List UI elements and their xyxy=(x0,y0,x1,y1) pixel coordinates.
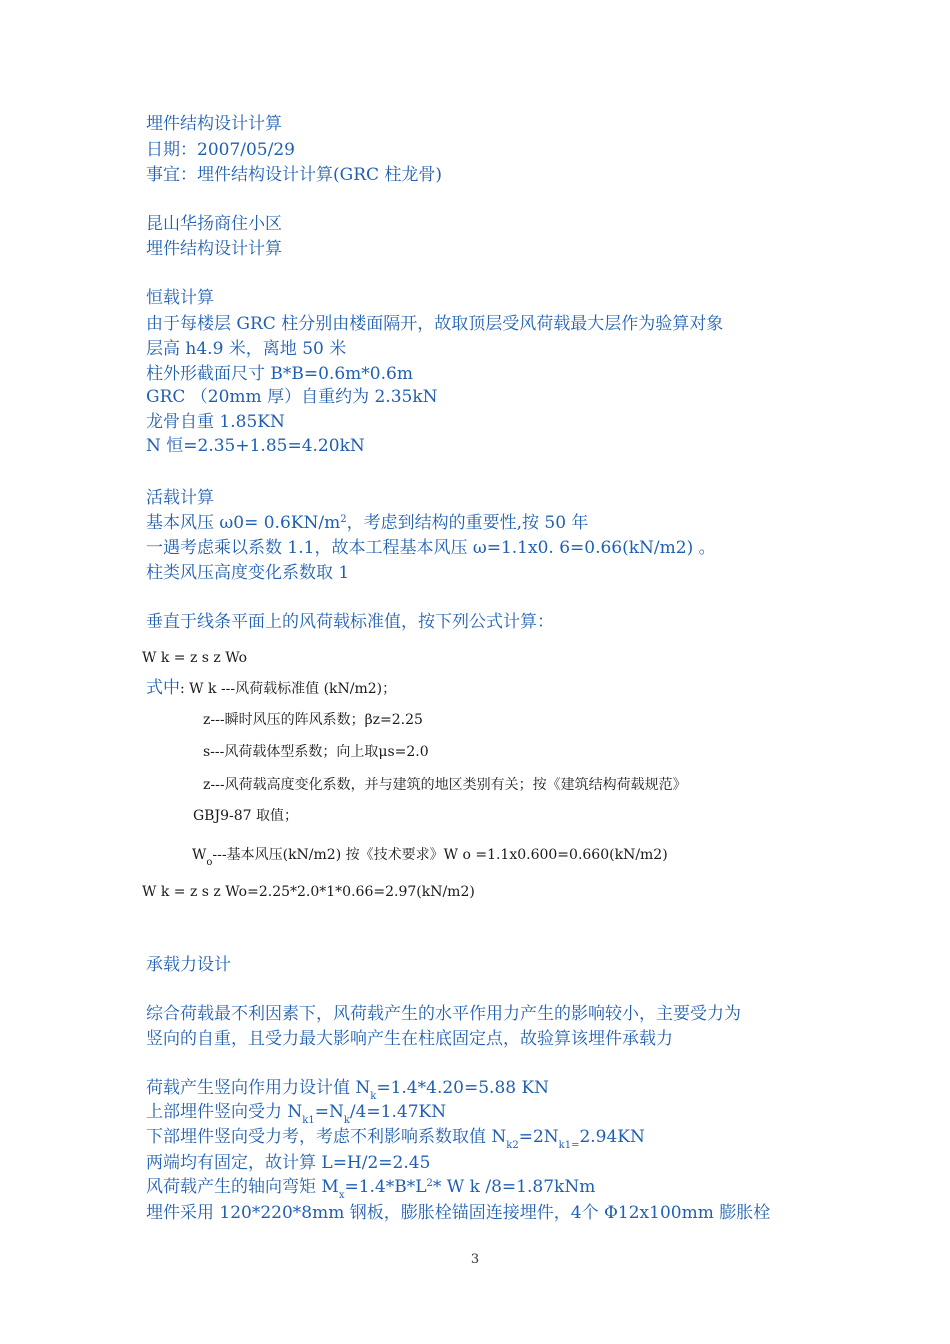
doc-subject: 事宜：埋件结构设计计算(GRC 柱龙骨) xyxy=(146,165,443,185)
where-label: 式中 xyxy=(146,678,180,698)
moment-text: * W k /8=1.87kNm xyxy=(432,1177,596,1197)
nk2-text: 下部埋件竖向受力考，考虑不利影响系数取值 N xyxy=(146,1127,507,1147)
nk2-text: =2N xyxy=(518,1127,559,1147)
doc-date: 日期：2007/05/29 xyxy=(146,140,295,160)
moment-text: =1.4*B*L xyxy=(344,1177,427,1197)
w0-symbol: W xyxy=(192,847,207,863)
project-name: 昆山华扬商住小区 xyxy=(146,214,282,234)
wind-def-shape: s---风荷载体型系数；向上取μs=2.0 xyxy=(203,744,429,760)
dead-load-line: N 恒=2.35+1.85=4.20kN xyxy=(146,436,365,456)
subscript: k xyxy=(343,1115,350,1126)
page-number: 3 xyxy=(470,1252,480,1267)
dead-load-line: 由于每楼层 GRC 柱分别由楼面隔开，故取顶层受风荷载最大层作为验算对象 xyxy=(146,314,724,334)
wind-intro: 垂直于线条平面上的风荷载标准值，按下列公式计算： xyxy=(146,612,554,632)
dead-load-heading: 恒载计算 xyxy=(146,288,214,308)
nk1-line xyxy=(146,1102,447,1126)
capacity-paragraph-line: 竖向的自重，且受力最大影响产生在柱底固定点，故验算该埋件承载力 xyxy=(146,1029,673,1049)
nk1-text: /4=1.47KN xyxy=(349,1102,447,1122)
dead-load-line: 柱外形截面尺寸 B*B=0.6m*0.6m xyxy=(146,364,413,384)
wind-basic-pressure xyxy=(192,847,668,868)
subscript: o xyxy=(206,857,213,868)
subscript: k1 xyxy=(302,1115,315,1126)
superscript: 2 xyxy=(426,1178,433,1189)
nk1-text: 上部埋件竖向受力 N xyxy=(146,1102,303,1122)
capacity-heading: 承载力设计 xyxy=(146,955,231,975)
span-line: 两端均有固定，故计算 L=H/2=2.45 xyxy=(146,1153,431,1173)
nk-line xyxy=(146,1078,550,1102)
nk-text: 荷载产生竖向作用力设计值 N xyxy=(146,1078,371,1098)
live-load-text: 基本风压 ω0= 0.6KN/m xyxy=(146,513,341,533)
live-load-heading: 活载计算 xyxy=(146,488,214,508)
dead-load-line: 层高 h4.9 米，离地 50 米 xyxy=(146,339,347,359)
dead-load-line: 龙骨自重 1.85KN xyxy=(146,412,285,432)
nk2-line xyxy=(146,1127,645,1151)
live-load-line-3: 柱类风压高度变化系数取 1 xyxy=(146,563,350,583)
subscript: k1= xyxy=(558,1140,580,1151)
wind-def-code: GBJ9-87 取值； xyxy=(193,808,298,824)
nk-text: =1.4*4.20=5.88 KN xyxy=(376,1078,550,1098)
plate-line: 埋件采用 120*220*8mm 钢板，膨胀栓锚固连接埋件，4个 Φ12x100mm 膨胀栓 xyxy=(146,1203,771,1223)
live-load-line-2: 一遇考虑乘以系数 1.1，故本工程基本风压 ω=1.1x0. 6=0.66(kN/m2) 。 xyxy=(146,538,716,558)
subscript: k2 xyxy=(506,1140,519,1151)
wind-def-height: z---风荷载高度变化系数，并与建筑的地区类别有关；按《建筑结构荷载规范》 xyxy=(203,777,687,793)
doc-title: 埋件结构设计计算 xyxy=(146,114,282,134)
wind-def-gust: z---瞬时风压的阵风系数；βz=2.25 xyxy=(203,712,423,728)
nk2-text: 2.94KN xyxy=(579,1127,645,1147)
project-title: 埋件结构设计计算 xyxy=(146,239,282,259)
wind-result: W k = z s z Wo=2.25*2.0*1*0.66=2.97(kN/m2) xyxy=(142,884,475,900)
dead-load-line: GRC （20mm 厚）自重约为 2.35kN xyxy=(146,387,438,407)
subscript: x xyxy=(338,1190,345,1201)
wind-formula: W k = z s z Wo xyxy=(142,650,248,666)
live-load-text: ，考虑到结构的重要性,按 50 年 xyxy=(346,513,589,533)
moment-text: 风荷载产生的轴向弯矩 M xyxy=(146,1177,339,1197)
moment-line xyxy=(146,1177,596,1201)
capacity-paragraph-line: 综合荷载最不利因素下，风荷载产生的水平作用力产生的影响较小，主要受力为 xyxy=(146,1004,741,1024)
nk1-text: =N xyxy=(314,1102,344,1122)
subscript: k xyxy=(370,1091,377,1102)
where-text: : W k ---风荷载标准值 (kN/m2)； xyxy=(180,681,397,697)
w0-text: ---基本风压(kN/m2) 按《技术要求》W o =1.1x0.600=0.660(kN/m2) xyxy=(212,847,668,863)
superscript: 2 xyxy=(340,514,347,525)
wind-where xyxy=(146,680,396,697)
live-load-line-1 xyxy=(146,515,588,532)
